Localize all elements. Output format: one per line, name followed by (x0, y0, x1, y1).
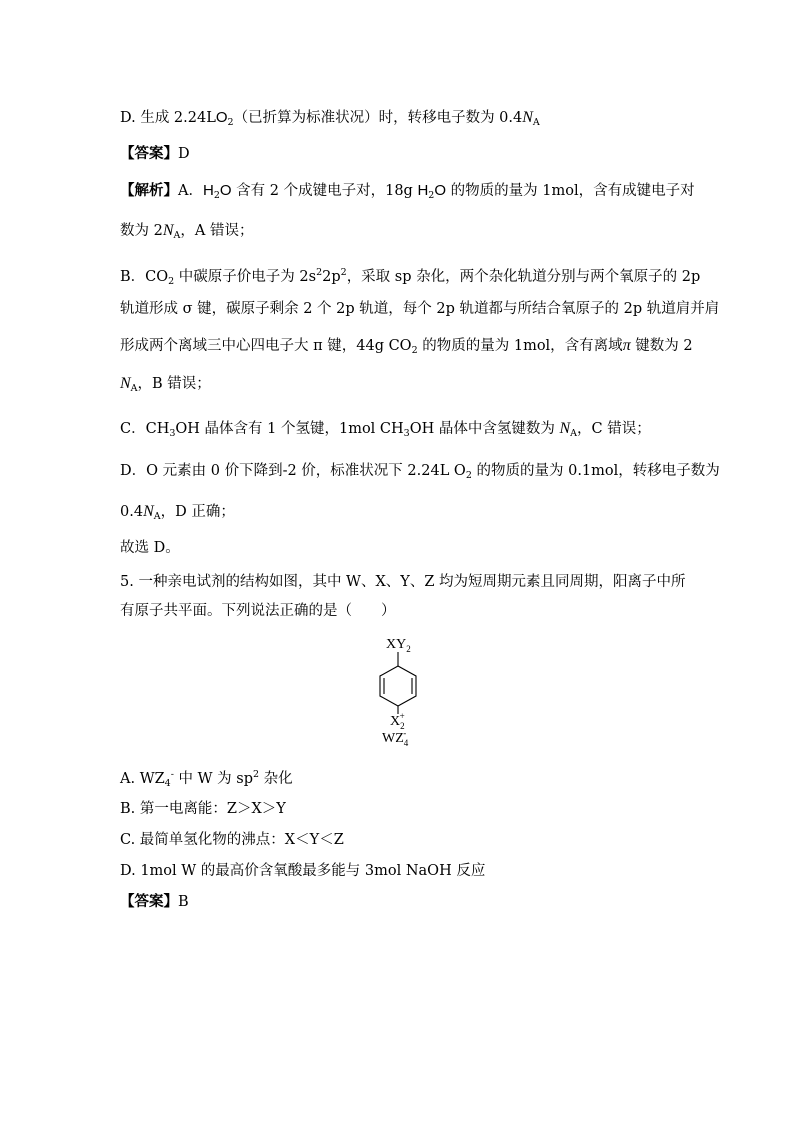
na-symbol: N (522, 109, 533, 126)
subscript: 2 (168, 276, 175, 287)
subscript: A (532, 117, 540, 128)
option-b (120, 799, 694, 819)
text: C. 最简单氢化物的沸点：X＜Y＜Z (120, 832, 344, 848)
text: O (215, 109, 228, 126)
subscript: A (153, 511, 161, 522)
superscript: 2 (316, 267, 323, 278)
analysis-d-line1 (120, 461, 720, 486)
superscript: 2 (253, 769, 260, 780)
text: 含有 2 个成键电子对，18g (231, 183, 418, 199)
text: 形成两个离域三中心四电子大 π 键，44g CO (120, 338, 412, 354)
option-d-line (120, 108, 694, 133)
analysis-d-line2 (120, 502, 694, 527)
answer-line-2 (120, 892, 694, 912)
text: 5. 一种亲电试剂的结构如图，其中 W、X、Y、Z 均为短周期元素且同周期，阳离子中所 (120, 574, 686, 590)
na-symbol: N (120, 375, 131, 392)
analysis-c-line (120, 419, 694, 444)
text: 的物质的量为 1mol，含有成键电子对 (446, 183, 695, 199)
subscript: A (570, 428, 578, 439)
text: 键数为 2 (630, 338, 693, 354)
subscript: 2 (227, 117, 234, 128)
na-symbol: N (559, 420, 571, 437)
na-symbol: N (162, 222, 174, 239)
subscript: A (173, 230, 181, 241)
analysis-a-line2 (120, 221, 694, 246)
analysis-b-line1 (120, 263, 701, 292)
text: 0.4 (120, 504, 144, 520)
text: 中碳原子价电子为 2s (174, 269, 317, 285)
text: 数为 2 (120, 223, 163, 239)
text: 轨道形成 σ 键，碳原子剩余 2 个 2p 轨道，每个 2p 轨道都与所结合氧原子的 2p 轨道肩并肩 (120, 301, 720, 317)
answer-value: D (178, 146, 190, 162)
subscript: 3 (403, 428, 410, 439)
subscript: 3 (169, 428, 176, 439)
analysis-b-line4 (120, 374, 694, 399)
text: ，D 正确； (160, 504, 235, 520)
text: 2p (322, 269, 341, 285)
text: O (219, 182, 232, 199)
text: D. 生成 2.24L (120, 110, 216, 126)
text: A. WZ (120, 771, 165, 787)
text: 故选 D。 (120, 540, 180, 556)
answer-label: 【答案】 (120, 145, 178, 162)
text: ，采取 sp 杂化，两个杂化轨道分别与两个氧原子的 2p (346, 269, 701, 285)
anion-label: $WZ_4-$ (382, 728, 409, 746)
analysis-label: 【解析】 (120, 182, 178, 199)
subscript: A (130, 383, 138, 394)
subscript: 4 (164, 778, 171, 789)
text: ，B 错误； (137, 376, 211, 392)
superscript: - (170, 769, 174, 780)
na-symbol: N (143, 503, 154, 520)
conclusion (120, 538, 694, 558)
option-d (120, 861, 694, 881)
subscript: 2 (465, 470, 472, 481)
text: A． (178, 183, 203, 199)
text: O (434, 182, 447, 199)
option-a (120, 765, 694, 794)
answer-line (120, 144, 694, 164)
analysis-b-line3 (120, 336, 694, 361)
text: OH 晶体含有 1 个氢键，1mol CH (175, 421, 404, 437)
text: D．O 元素由 0 价下降到-2 价，标准状况下 2.24L O (120, 463, 466, 479)
analysis-b-line2 (120, 299, 720, 319)
top-group-label: $XY_2$ (386, 637, 411, 654)
text: 的物质的量为 0.1mol，转移电子数为 (471, 463, 720, 479)
text: H (202, 182, 214, 199)
text: 的物质的量为 1mol，含有离域 (417, 338, 623, 354)
subscript: 2 (428, 190, 435, 201)
question-5-line1 (120, 572, 694, 592)
superscript: 2 (340, 267, 347, 278)
text: ，A 错误； (180, 223, 254, 239)
text: 有原子共平面。下列说法正确的是（ ） (120, 603, 396, 619)
text: B. 第一电离能：Z＞X＞Y (120, 801, 286, 817)
benzene-ring (380, 666, 416, 706)
analysis-a-line1 (120, 181, 694, 206)
text: H (417, 182, 429, 199)
answer-label: 【答案】 (120, 893, 178, 910)
structure-diagram (360, 628, 440, 746)
text: B．CO (120, 269, 169, 285)
text: 杂化 (259, 771, 293, 787)
text: （已折算为标准状况）时，转移电子数为 0.4 (233, 110, 523, 126)
option-c (120, 830, 694, 850)
text: ，C 错误； (577, 421, 651, 437)
subscript: 2 (411, 345, 418, 356)
text: 中 W 为 sp (173, 771, 254, 787)
question-5-line2 (120, 601, 694, 621)
bottom-group-label: $X_2+$ (390, 711, 405, 731)
text: C．CH (120, 421, 170, 437)
answer-value: B (178, 894, 189, 910)
pi-symbol: π (622, 337, 631, 354)
text: OH 晶体中含氢键数为 (409, 421, 560, 437)
subscript: 2 (213, 190, 220, 201)
text: D. 1mol W 的最高价含氧酸最多能与 3mol NaOH 反应 (120, 863, 486, 879)
